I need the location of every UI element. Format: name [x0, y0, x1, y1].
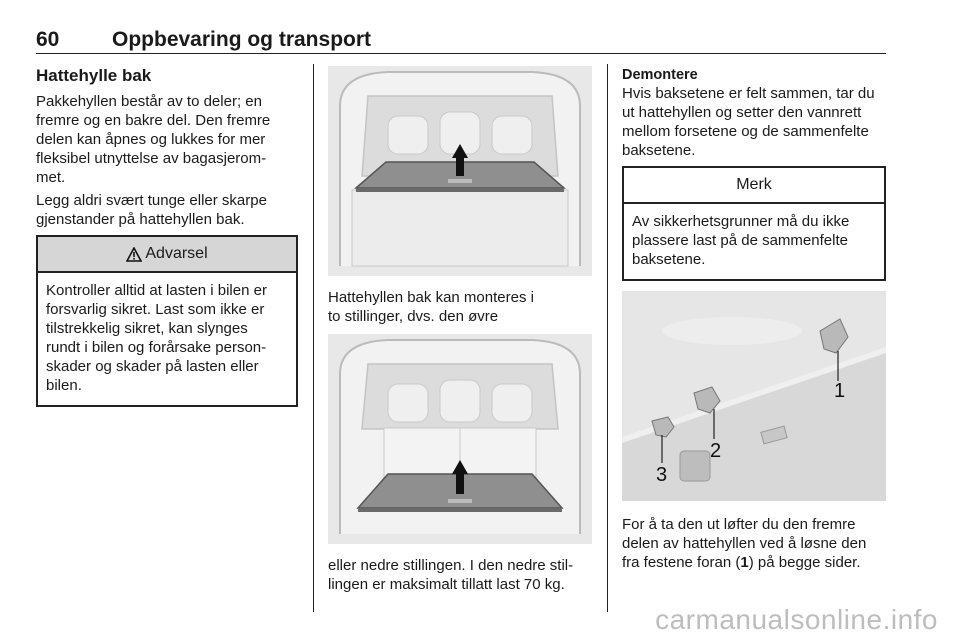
cover-mount-illustration — [622, 291, 886, 501]
caption-lower — [328, 556, 592, 594]
left-column — [36, 66, 298, 407]
warning-line: Kontroller alltid at lasten i bilen er — [46, 282, 267, 299]
warning-line: forsvarlig sikret. Last som ikke er — [46, 301, 265, 318]
intro-paragraph — [36, 92, 298, 187]
note-body — [624, 204, 884, 279]
final-line-tail: ) på begge sider. — [748, 554, 861, 571]
note-line: baksetene. — [632, 251, 706, 268]
note-text — [632, 212, 876, 269]
caption-line: eller nedre stillingen. I den nedre stil- — [328, 557, 574, 574]
figure-label-3: 3 — [656, 464, 668, 486]
figure-label-1: 1 — [834, 380, 846, 402]
caution-line: gjenstander på hattehyllen bak. — [36, 211, 245, 228]
warning-header — [38, 237, 296, 273]
final-line: For å ta den ut løfter du den fremre — [622, 516, 856, 533]
warning-line: tilstrekkelig sikret, kan slynges — [46, 320, 248, 337]
caution-paragraph — [36, 191, 298, 229]
final-line: fra festene foran ( — [622, 554, 741, 571]
warning-line: skader og skader på lasten eller — [46, 358, 259, 375]
intro-line: fleksibel utnyttelse av bagasjerom- — [36, 150, 267, 167]
right-column — [622, 66, 886, 576]
warning-triangle-icon — [126, 247, 142, 262]
intro-line: Pakkehyllen består av to deler; en — [36, 93, 262, 110]
caption-line: Hattehyllen bak kan monteres i — [328, 289, 534, 306]
removal-line: Hvis baksetene er felt sammen, tar du — [622, 85, 875, 102]
warning-title: Advarsel — [145, 245, 208, 262]
note-header: Merk — [624, 168, 884, 204]
warning-line: rundt i bilen og forårsake person- — [46, 339, 267, 356]
caption-line: lingen er maksimalt tillatt last 70 kg. — [328, 576, 565, 593]
intro-line: met. — [36, 169, 66, 186]
removal-line: mellom forsetene og de sammenfelte — [622, 123, 869, 140]
note-line: plassere last på de sammenfelte — [632, 232, 848, 249]
intro-line: fremre og en bakre del. Den fremre — [36, 112, 271, 129]
final-paragraph — [622, 515, 886, 572]
page-number: 60 — [36, 28, 60, 51]
page-title: Oppbevaring og transport — [112, 28, 372, 51]
removal-heading: Demontere — [622, 67, 698, 83]
watermark: carmanualsonline.info — [655, 604, 938, 635]
removal-line: baksetene. — [622, 142, 696, 159]
column-divider-1 — [313, 64, 314, 612]
caption-line: to stillinger, dvs. den øvre — [328, 308, 499, 325]
cargo-cover-lower-illustration — [328, 334, 592, 544]
reference-number: 1 — [740, 554, 749, 571]
intro-line: delen kan åpnes og lukkes for mer — [36, 131, 266, 148]
removal-line: ut hattehyllen og setter den vannrett — [622, 104, 862, 121]
warning-box — [36, 235, 298, 407]
middle-column — [328, 66, 592, 598]
cargo-cover-upper-illustration — [328, 66, 592, 276]
figure-label-2: 2 — [710, 440, 722, 462]
note-box — [622, 166, 886, 281]
column-divider-2 — [607, 64, 608, 612]
note-line: Av sikkerhetsgrunner må du ikke — [632, 213, 850, 230]
warning-text — [46, 281, 288, 395]
caption-upper — [328, 288, 592, 326]
warning-line: bilen. — [46, 377, 82, 394]
warning-body — [38, 273, 296, 405]
caution-line: Legg aldri svært tunge eller skarpe — [36, 192, 267, 209]
page-header — [36, 28, 886, 54]
final-line: delen av hattehyllen ved å løsne den — [622, 535, 867, 552]
section-heading: Hattehylle bak — [36, 66, 152, 85]
removal-paragraph — [622, 84, 886, 160]
